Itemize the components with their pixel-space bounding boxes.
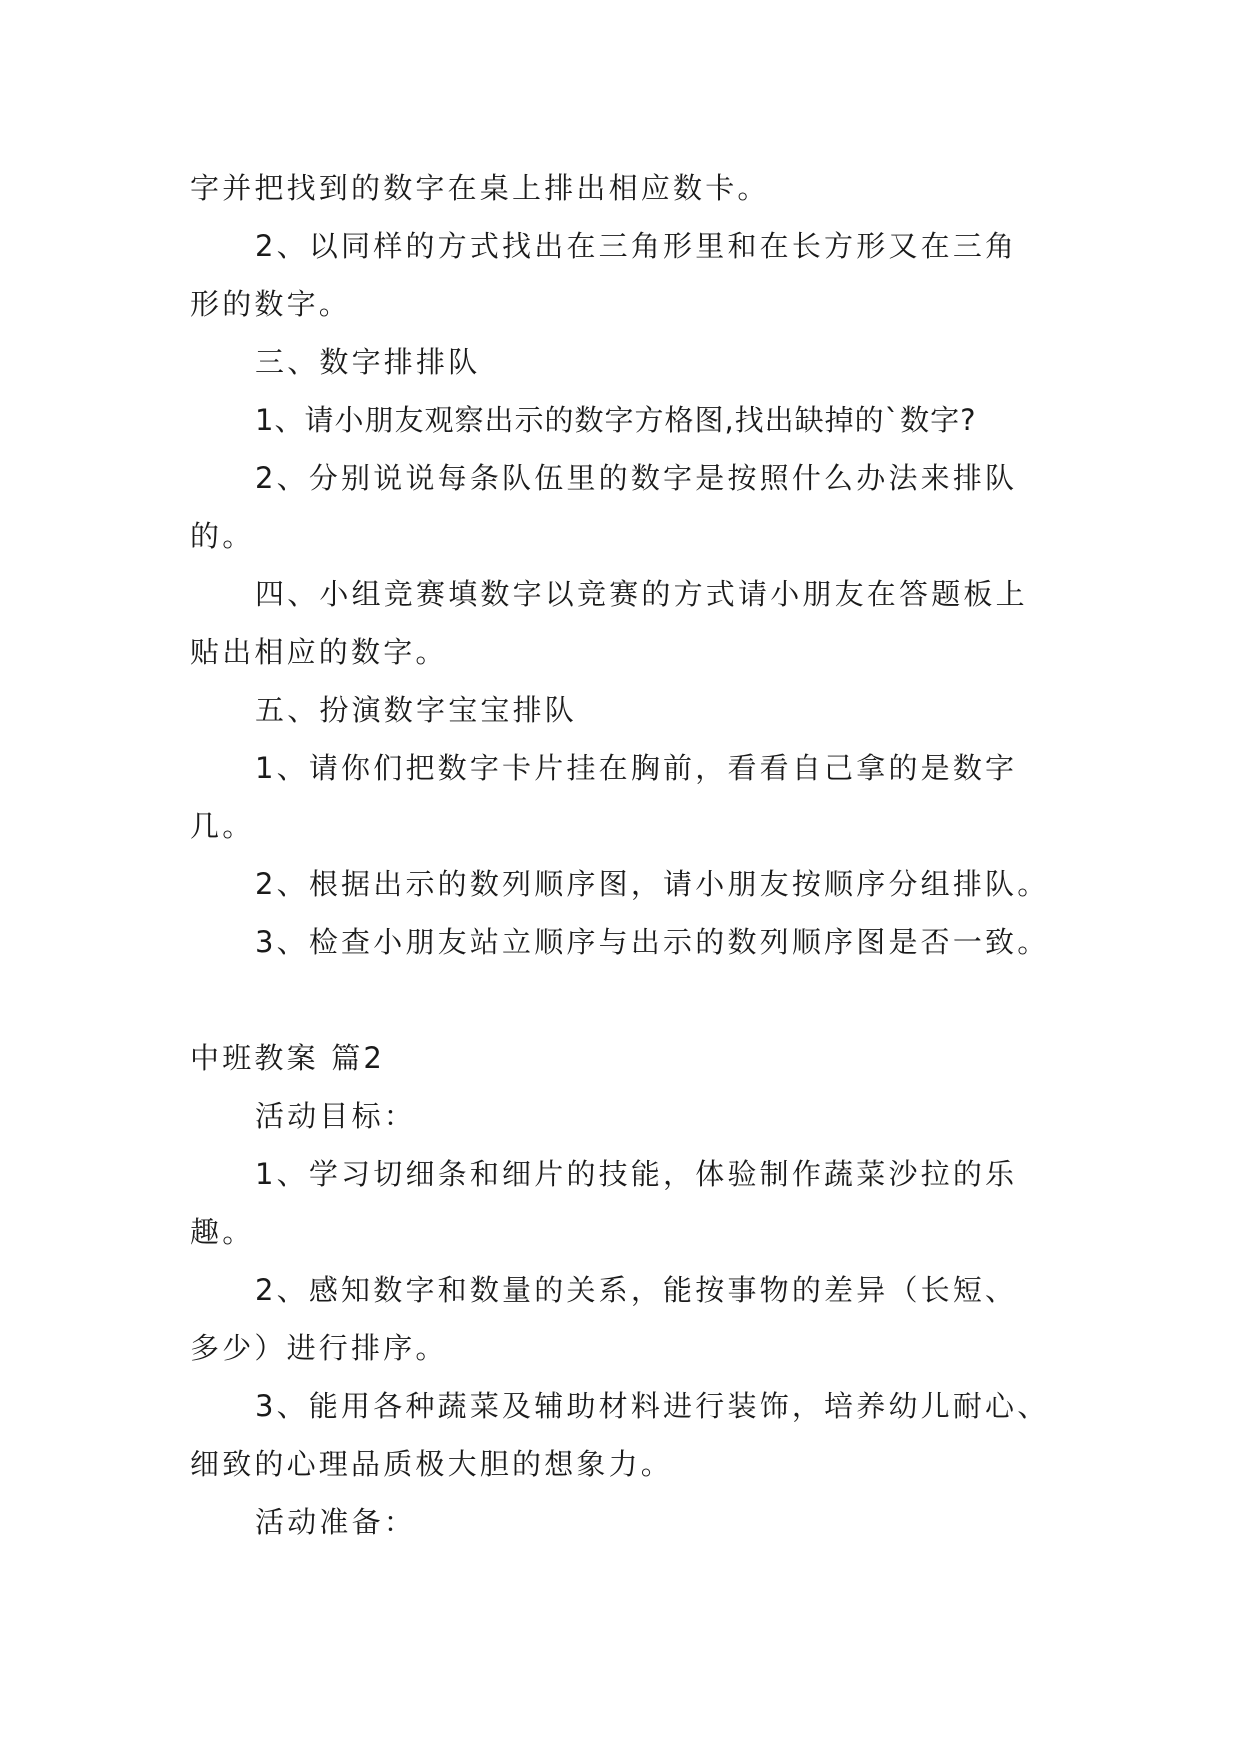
paragraph-line: 2、分别说说每条队伍里的数字是按照什么办法来排队 [255,461,1018,495]
paragraph-line: 1、请小朋友观察出示的数字方格图,找出缺掉的`数字? [255,403,977,437]
paragraph-line: 几。 [190,809,255,843]
paragraph-line: 2、根据出示的数列顺序图，请小朋友按顺序分组排队。 [255,867,1050,901]
paragraph-line: 1、学习切细条和细片的技能，体验制作蔬菜沙拉的乐 [255,1157,1018,1191]
document-title: 中班教案 篇2 [190,1041,386,1075]
section-heading: 三、数字排排队 [255,345,481,379]
paragraph-line: 字并把找到的数字在桌上排出相应数卡。 [190,171,770,205]
section-heading: 活动准备： [255,1505,417,1539]
paragraph-line: 3、能用各种蔬菜及辅助材料进行装饰，培养幼儿耐心、 [255,1389,1050,1423]
paragraph-line: 2、感知数字和数量的关系，能按事物的差异（长短、 [255,1273,1018,1307]
paragraph-line: 2、以同样的方式找出在三角形里和在长方形又在三角 [255,229,1018,263]
paragraph-line: 贴出相应的数字。 [190,635,448,669]
paragraph-line: 3、检查小朋友站立顺序与出示的数列顺序图是否一致。 [255,925,1050,959]
section-heading: 五、扮演数字宝宝排队 [255,693,578,727]
paragraph-line: 1、请你们把数字卡片挂在胸前，看看自己拿的是数字 [255,751,1018,785]
paragraph-line: 四、小组竞赛填数字以竞赛的方式请小朋友在答题板上 [255,577,1028,611]
paragraph-line: 的。 [190,519,255,553]
paragraph-line: 细致的心理品质极大胆的想象力。 [190,1447,674,1481]
paragraph-line: 多少）进行排序。 [190,1331,448,1365]
section-heading: 活动目标： [255,1099,417,1133]
paragraph-line: 趣。 [190,1215,255,1249]
paragraph-line: 形的数字。 [190,287,352,321]
